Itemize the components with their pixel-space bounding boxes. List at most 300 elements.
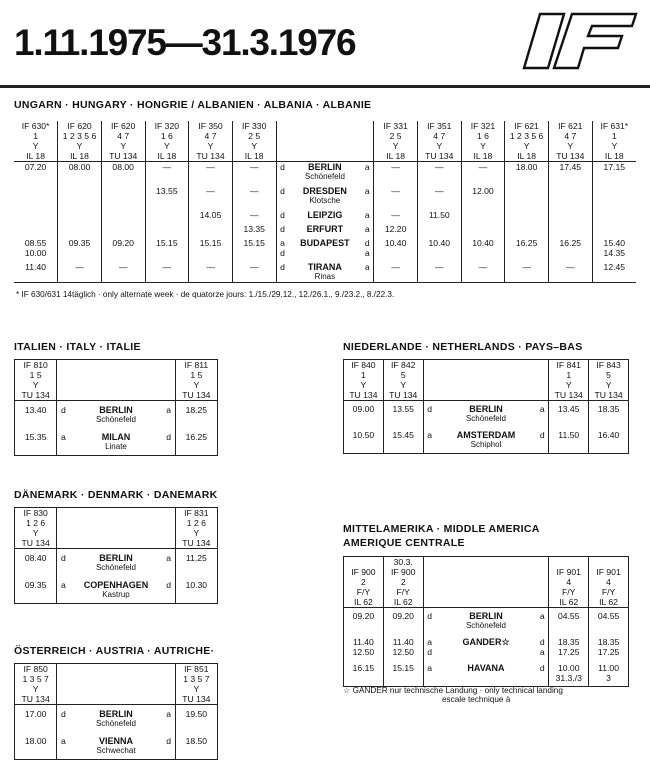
arr-dep-marker: a: [364, 224, 370, 234]
flight-header-line: Y: [32, 684, 39, 694]
flight-header-line: Y: [193, 380, 200, 390]
departure-time: 15.35: [24, 432, 47, 442]
table-row: [15, 705, 218, 733]
departure-time: 13.55: [145, 186, 189, 210]
flight-header: [189, 121, 233, 162]
station-name: BERLIN: [469, 611, 503, 621]
flight-header-line: Y: [480, 141, 486, 151]
departure-time: 13.40: [24, 405, 47, 415]
flight-header: [589, 360, 629, 401]
station: [69, 576, 162, 604]
departure-time: [58, 210, 102, 224]
flight-header-line: 1 5: [29, 370, 42, 380]
departure-time: —: [189, 262, 233, 283]
flight-header: [14, 121, 58, 162]
arrival-time: [505, 210, 549, 224]
flight-header-line: [591, 557, 626, 567]
flight-header-line: TU 134: [425, 151, 454, 161]
table-row: [14, 238, 636, 262]
arrival-time: 12.00: [461, 186, 505, 210]
departure-time: —: [189, 162, 233, 187]
departure-time: 13.55: [383, 401, 423, 428]
arrival-time: 18.00: [505, 162, 549, 187]
departure-time: 08.00: [58, 162, 102, 187]
departure-time: —: [232, 262, 276, 283]
flight-header-line: IF 631*: [600, 121, 629, 131]
flight-header-line: Y: [565, 380, 572, 390]
station: [289, 210, 362, 224]
arr-dep-marker: d: [276, 186, 288, 210]
flight-header-line: TU 134: [554, 390, 583, 400]
flight-header: [548, 121, 592, 162]
arrival-time: 12.45: [592, 262, 636, 283]
flight-header-line: 2 5: [389, 131, 402, 141]
station-name: MILAN: [101, 432, 131, 442]
austria-title: ÖSTERREICH · AUSTRIA · AUTRICHE·: [14, 645, 215, 657]
flight-header-line: IL 18: [386, 151, 405, 161]
flight-header-line: 1 3 5 7: [183, 674, 210, 684]
arrival-time: —: [374, 210, 418, 224]
arrival-time: 12.20: [374, 224, 418, 238]
station-airport: Schönefeld: [304, 172, 345, 181]
flight-header-line: IF 831: [184, 508, 209, 518]
italy-timetable: [14, 359, 218, 456]
departure-time: 07.20: [24, 162, 47, 172]
flight-header-line: 4 7: [117, 131, 130, 141]
arr-dep-marker: a: [539, 611, 545, 621]
table-row: [15, 401, 218, 429]
arr-dep-marker: a: [364, 162, 370, 172]
arrival-time: —: [374, 186, 418, 210]
station-name: BERLIN: [99, 405, 133, 415]
flight-header-line: Y: [400, 380, 407, 390]
flight-header: [549, 360, 589, 401]
arr-dep-marker: d a: [539, 637, 545, 657]
flight-header-line: F/Y: [356, 587, 371, 597]
flight-header-line: IL 18: [604, 151, 624, 161]
gander-note-fr: escale technique à: [442, 695, 511, 704]
departure-time: 09.35: [58, 238, 102, 262]
arrival-time: [548, 186, 592, 210]
central-america-timetable: [343, 556, 629, 687]
departure-time: [101, 186, 145, 210]
flight-header-line: 1 3 5 7: [22, 674, 49, 684]
flight-header-line: F/Y: [396, 587, 410, 597]
flight-header-line: IF 620: [67, 121, 92, 131]
arr-dep-marker: a d: [423, 634, 436, 660]
arr-dep-marker: d a: [364, 238, 370, 258]
flight-header-line: IF 900: [351, 567, 376, 577]
station: [436, 634, 537, 660]
arr-dep-marker: d: [539, 663, 545, 673]
flight-header-line: IF 900: [391, 567, 416, 577]
flight-header-line: IL 62: [354, 597, 373, 607]
station-name: BERLIN: [469, 404, 503, 414]
station-header: [276, 121, 374, 162]
table-row: [344, 401, 629, 428]
flight-header-line: 1: [566, 370, 572, 380]
flight-header-line: IL 62: [393, 597, 413, 607]
departure-time: [58, 186, 102, 210]
flight-header-line: Y: [611, 141, 618, 151]
arrival-time: —: [417, 162, 461, 187]
station-header: [57, 508, 175, 549]
flight-header-line: IF 350: [198, 121, 223, 131]
arrival-time: 18.35 17.25: [549, 634, 589, 660]
departure-time: [58, 224, 102, 238]
arr-dep-marker: d: [423, 401, 436, 428]
header-rule: [0, 85, 650, 88]
flight-header-line: TU 134: [389, 390, 418, 400]
flight-header-line: 1 6: [476, 131, 489, 141]
arrival-time: —: [461, 262, 505, 283]
station-name: BERLIN: [99, 553, 133, 563]
station-airport: Schwechat: [96, 746, 136, 755]
flight-header-line: Y: [360, 380, 367, 390]
station: [289, 238, 362, 262]
flight-header-line: TU 134: [109, 151, 138, 161]
table-row: [14, 162, 636, 187]
station-header: [57, 664, 175, 705]
flight-header-line: IF 840: [351, 360, 376, 370]
station-name: HAVANA: [467, 663, 505, 673]
table-row: [15, 576, 218, 604]
station-airport: Schiphol: [470, 440, 502, 449]
arrival-time: [461, 224, 505, 238]
arr-dep-marker: a: [361, 262, 373, 283]
flight-header: [589, 557, 629, 608]
flight-header-line: IF 901: [556, 567, 581, 577]
flight-header-line: 5: [400, 370, 406, 380]
arrival-time: 16.25: [505, 238, 549, 262]
flight-header-line: F/Y: [601, 587, 616, 597]
flight-header-line: IF 841: [556, 360, 581, 370]
flight-header-line: 4 7: [433, 131, 446, 141]
austria-timetable: [14, 663, 218, 760]
flight-header-line: 5: [606, 370, 611, 380]
flight-header: [383, 557, 423, 608]
flight-header-line: Y: [32, 380, 39, 390]
departure-time: 16.15: [352, 663, 375, 673]
arrival-time: 16.40: [589, 427, 629, 454]
arr-dep-marker: a: [166, 709, 171, 719]
station: [436, 427, 537, 454]
arr-dep-marker: a: [364, 186, 370, 196]
flight-header-line: IF 850: [23, 664, 48, 674]
flight-header-line: Y: [436, 141, 443, 151]
arrival-time: [592, 210, 636, 224]
table-row: [14, 224, 636, 238]
flight-header: [145, 121, 189, 162]
departure-time: [14, 210, 58, 224]
flight-header-line: 4: [606, 577, 611, 587]
station: [289, 224, 362, 238]
station-name: BUDAPEST: [300, 238, 350, 248]
arrival-time: 10.40: [374, 238, 418, 262]
arrival-time: [505, 186, 549, 210]
flight-header-line: IF 320: [154, 121, 180, 131]
departure-time: 11.40 12.50: [352, 637, 375, 657]
flight-header-line: IF 843: [596, 360, 621, 370]
flight-header-line: Y: [193, 528, 200, 538]
table-row: [14, 262, 636, 283]
flight-header-line: IL 18: [517, 151, 537, 161]
flight-header-line: Y: [207, 141, 214, 151]
station-name: LEIPZIG: [307, 210, 343, 220]
flight-header-line: IL 62: [559, 597, 579, 607]
flight-header-line: Y: [193, 684, 200, 694]
arrival-time: [592, 186, 636, 210]
departure-time: 09.20: [352, 611, 375, 621]
departure-time: [189, 224, 233, 238]
departure-time: 08.55 10.00: [24, 238, 47, 258]
flight-header-line: Y: [163, 141, 170, 151]
arrival-time: 16.25: [175, 428, 217, 456]
flight-header-line: IL 18: [473, 151, 493, 161]
flight-header-line: TU 134: [594, 390, 623, 400]
flight-header-line: TU 134: [182, 538, 211, 548]
station-name: BERLIN: [99, 709, 133, 719]
flight-header-line: TU 134: [556, 151, 585, 161]
arrival-time: —: [417, 262, 461, 283]
departure-time: 15.15: [383, 660, 423, 687]
arrival-time: 11.50: [417, 210, 461, 224]
flight-header: [505, 121, 549, 162]
arr-dep-marker: d: [276, 162, 288, 187]
hungary-footnote: * IF 630/631 14täglich · only alternate week · de quatorze jours: 1./15./29.12., 12./26.1., 9./23.2., 8./22.3.: [16, 290, 395, 299]
flight-header-line: IF 851: [184, 664, 209, 674]
arrival-time: 10.40: [461, 238, 505, 262]
flight-header-line: TU 134: [349, 390, 378, 400]
flight-header: [101, 121, 145, 162]
flight-header-line: IF 331: [383, 121, 408, 131]
flight-header-line: 2: [400, 577, 406, 587]
table-row: [344, 608, 629, 635]
station-name: VIENNA: [98, 736, 133, 746]
station-airport: Schönefeld: [95, 563, 136, 572]
flight-header-line: IL 18: [244, 151, 264, 161]
station-name: TIRANA: [307, 262, 342, 272]
station: [436, 401, 537, 428]
arrival-time: 11.25: [175, 549, 217, 577]
flight-header-line: F/Y: [562, 587, 576, 597]
flight-header: [549, 557, 589, 608]
station-name: BERLIN: [308, 162, 342, 172]
flight-header-line: TU 134: [182, 390, 211, 400]
central-america-title: MITTELAMERIKA · MIDDLE AMERICA: [343, 523, 540, 535]
hungary-timetable: [14, 121, 636, 283]
flight-header-line: 4 7: [204, 131, 217, 141]
arrival-time: 17.15: [592, 162, 636, 187]
departure-time: 08.00: [101, 162, 145, 187]
arr-dep-marker: d: [57, 549, 70, 577]
flight-header-line: Y: [567, 141, 574, 151]
station: [69, 428, 162, 456]
flight-header-line: Y: [605, 380, 612, 390]
departure-time: —: [189, 186, 233, 210]
arr-dep-marker: d: [57, 705, 70, 733]
departure-time: 13.35: [232, 224, 276, 238]
station-header: [423, 557, 549, 608]
flight-header-line: IF 621: [514, 121, 539, 131]
arr-dep-marker: d: [276, 224, 288, 238]
arrival-time: 13.45: [549, 401, 589, 428]
table-row: [14, 186, 636, 210]
departure-time: 17.00: [24, 709, 47, 719]
arrival-time: 11.00 3: [589, 660, 629, 687]
arrival-time: 16.25: [548, 238, 592, 262]
arr-dep-marker: d: [166, 736, 171, 746]
denmark-title: DÄNEMARK · DENMARK · DANEMARK: [14, 489, 218, 501]
departure-time: 09.20: [101, 238, 145, 262]
departure-time: 18.00: [24, 736, 47, 746]
flight-header: [15, 360, 57, 401]
arr-dep-marker: a: [57, 428, 70, 456]
flight-header-line: 1: [361, 370, 366, 380]
departure-time: 15.45: [383, 427, 423, 454]
arrival-time: 04.55: [549, 608, 589, 635]
flight-header-line: 4: [566, 577, 572, 587]
arr-dep-marker: a: [166, 553, 171, 563]
logo-text: IF: [522, 10, 523, 11]
departure-time: 11.40: [14, 262, 58, 283]
departure-time: 08.40: [24, 553, 47, 563]
departure-time: [145, 210, 189, 224]
flight-header-line: 1 2 6: [26, 518, 46, 528]
flight-header-line: IF 621: [558, 121, 583, 131]
italy-title: ITALIEN · ITALY · ITALIE: [14, 341, 141, 353]
flight-header-line: IF 842: [391, 360, 416, 370]
departure-time: —: [232, 210, 276, 224]
station: [69, 401, 162, 429]
flight-header-line: [551, 557, 586, 567]
flight-header-line: IF 811: [184, 360, 209, 370]
arr-dep-marker: d: [276, 210, 288, 224]
flight-header-line: 1 2 6: [186, 518, 206, 528]
hungary-title: UNGARN · HUNGARY · HONGRIE / ALBANIEN · ALBANIA · ALBANIE: [14, 99, 372, 111]
arrival-time: 18.35: [589, 401, 629, 428]
flight-header-line: IF 321: [470, 121, 496, 131]
arr-dep-marker: d: [166, 432, 171, 442]
departure-time: [101, 224, 145, 238]
station: [436, 608, 537, 635]
arr-dep-marker: d: [57, 401, 70, 429]
arrival-time: [548, 210, 592, 224]
arr-dep-marker: a: [364, 210, 370, 220]
flight-header-line: IF 901: [596, 567, 621, 577]
arrival-time: —: [374, 262, 418, 283]
departure-time: —: [145, 162, 189, 187]
station-name: DRESDEN: [302, 186, 347, 196]
arrival-time: 04.55: [589, 608, 629, 635]
flight-header-line: 1: [33, 131, 38, 141]
flight-header-line: Y: [251, 141, 258, 151]
table-row: [15, 732, 218, 760]
departure-time: [14, 186, 58, 210]
gander-note: ☆ GANDER nur technische Landung · only technical landing: [343, 686, 563, 695]
flight-header-line: IF 351: [427, 121, 452, 131]
flight-header-line: TU 134: [182, 694, 211, 704]
station-airport: Kastrup: [102, 590, 130, 599]
station-airport: Klotsche: [309, 196, 341, 205]
arrival-time: —: [417, 186, 461, 210]
arrival-time: 10.00 31.3./3: [549, 660, 589, 687]
arr-dep-marker: a: [539, 404, 545, 414]
flight-header-line: TU 134: [196, 151, 225, 161]
departure-time: —: [232, 186, 276, 210]
table-row: [344, 660, 629, 687]
flight-header-line: IL 18: [157, 151, 177, 161]
arrival-time: —: [374, 162, 418, 187]
flight-header-line: TU 134: [21, 694, 50, 704]
arr-dep-marker: d: [423, 608, 436, 635]
flight-header-line: IL 18: [26, 151, 45, 161]
departure-time: 15.15: [189, 238, 233, 262]
flight-header-line: 4 7: [564, 131, 577, 141]
arrival-time: 10.30: [175, 576, 217, 604]
departure-time: 14.05: [189, 210, 233, 224]
arr-dep-marker: a: [57, 576, 70, 604]
arrival-time: 17.45: [548, 162, 592, 187]
table-row: [15, 428, 218, 456]
table-row: [344, 634, 629, 660]
departure-time: 15.15: [232, 238, 276, 262]
flight-header: [175, 508, 217, 549]
flight-header: [232, 121, 276, 162]
departure-time: —: [58, 262, 102, 283]
flight-header-line: [346, 557, 381, 567]
flight-header-line: 1 2 3 5 6: [509, 131, 544, 141]
station-airport: Rinas: [314, 272, 336, 281]
station-header: [423, 360, 549, 401]
departure-time: —: [145, 262, 189, 283]
station-airport: Schönefeld: [465, 621, 506, 630]
station-name: ERFURT: [306, 224, 344, 234]
arrival-time: —: [548, 262, 592, 283]
date-range: 1.11.1975—31.3.1976: [14, 22, 356, 63]
arr-dep-marker: a: [423, 660, 436, 687]
table-row: [14, 210, 636, 224]
flight-header-line: IF 830: [23, 508, 48, 518]
netherlands-timetable: [343, 359, 629, 454]
station-name: GANDER☆: [462, 637, 510, 647]
station-airport: Linate: [105, 442, 127, 451]
departure-time: 11.40 12.50: [383, 634, 423, 660]
flight-header-line: Y: [32, 141, 39, 151]
departure-time: [145, 224, 189, 238]
table-row: [15, 549, 218, 577]
station: [289, 262, 362, 283]
arrival-time: 18.50: [175, 732, 217, 760]
station: [69, 705, 162, 733]
arr-dep-marker: d: [276, 262, 288, 283]
arr-dep-marker: a: [423, 427, 436, 454]
arr-dep-marker: d: [539, 430, 545, 440]
table-row: [344, 427, 629, 454]
departure-time: [101, 210, 145, 224]
central-america-subtitle: AMERIQUE CENTRALE: [343, 537, 465, 549]
flight-header-line: Y: [523, 141, 530, 151]
departure-time: [14, 224, 58, 238]
flight-header: [58, 121, 102, 162]
netherlands-title: NIEDERLANDE · NETHERLANDS · PAYS–BAS: [343, 341, 583, 353]
arrival-time: [461, 210, 505, 224]
station: [69, 549, 162, 577]
flight-header-line: 1 5: [190, 370, 203, 380]
flight-header-line: IF 630*: [21, 121, 50, 131]
flight-header-line: Y: [76, 141, 83, 151]
flight-header: [175, 360, 217, 401]
